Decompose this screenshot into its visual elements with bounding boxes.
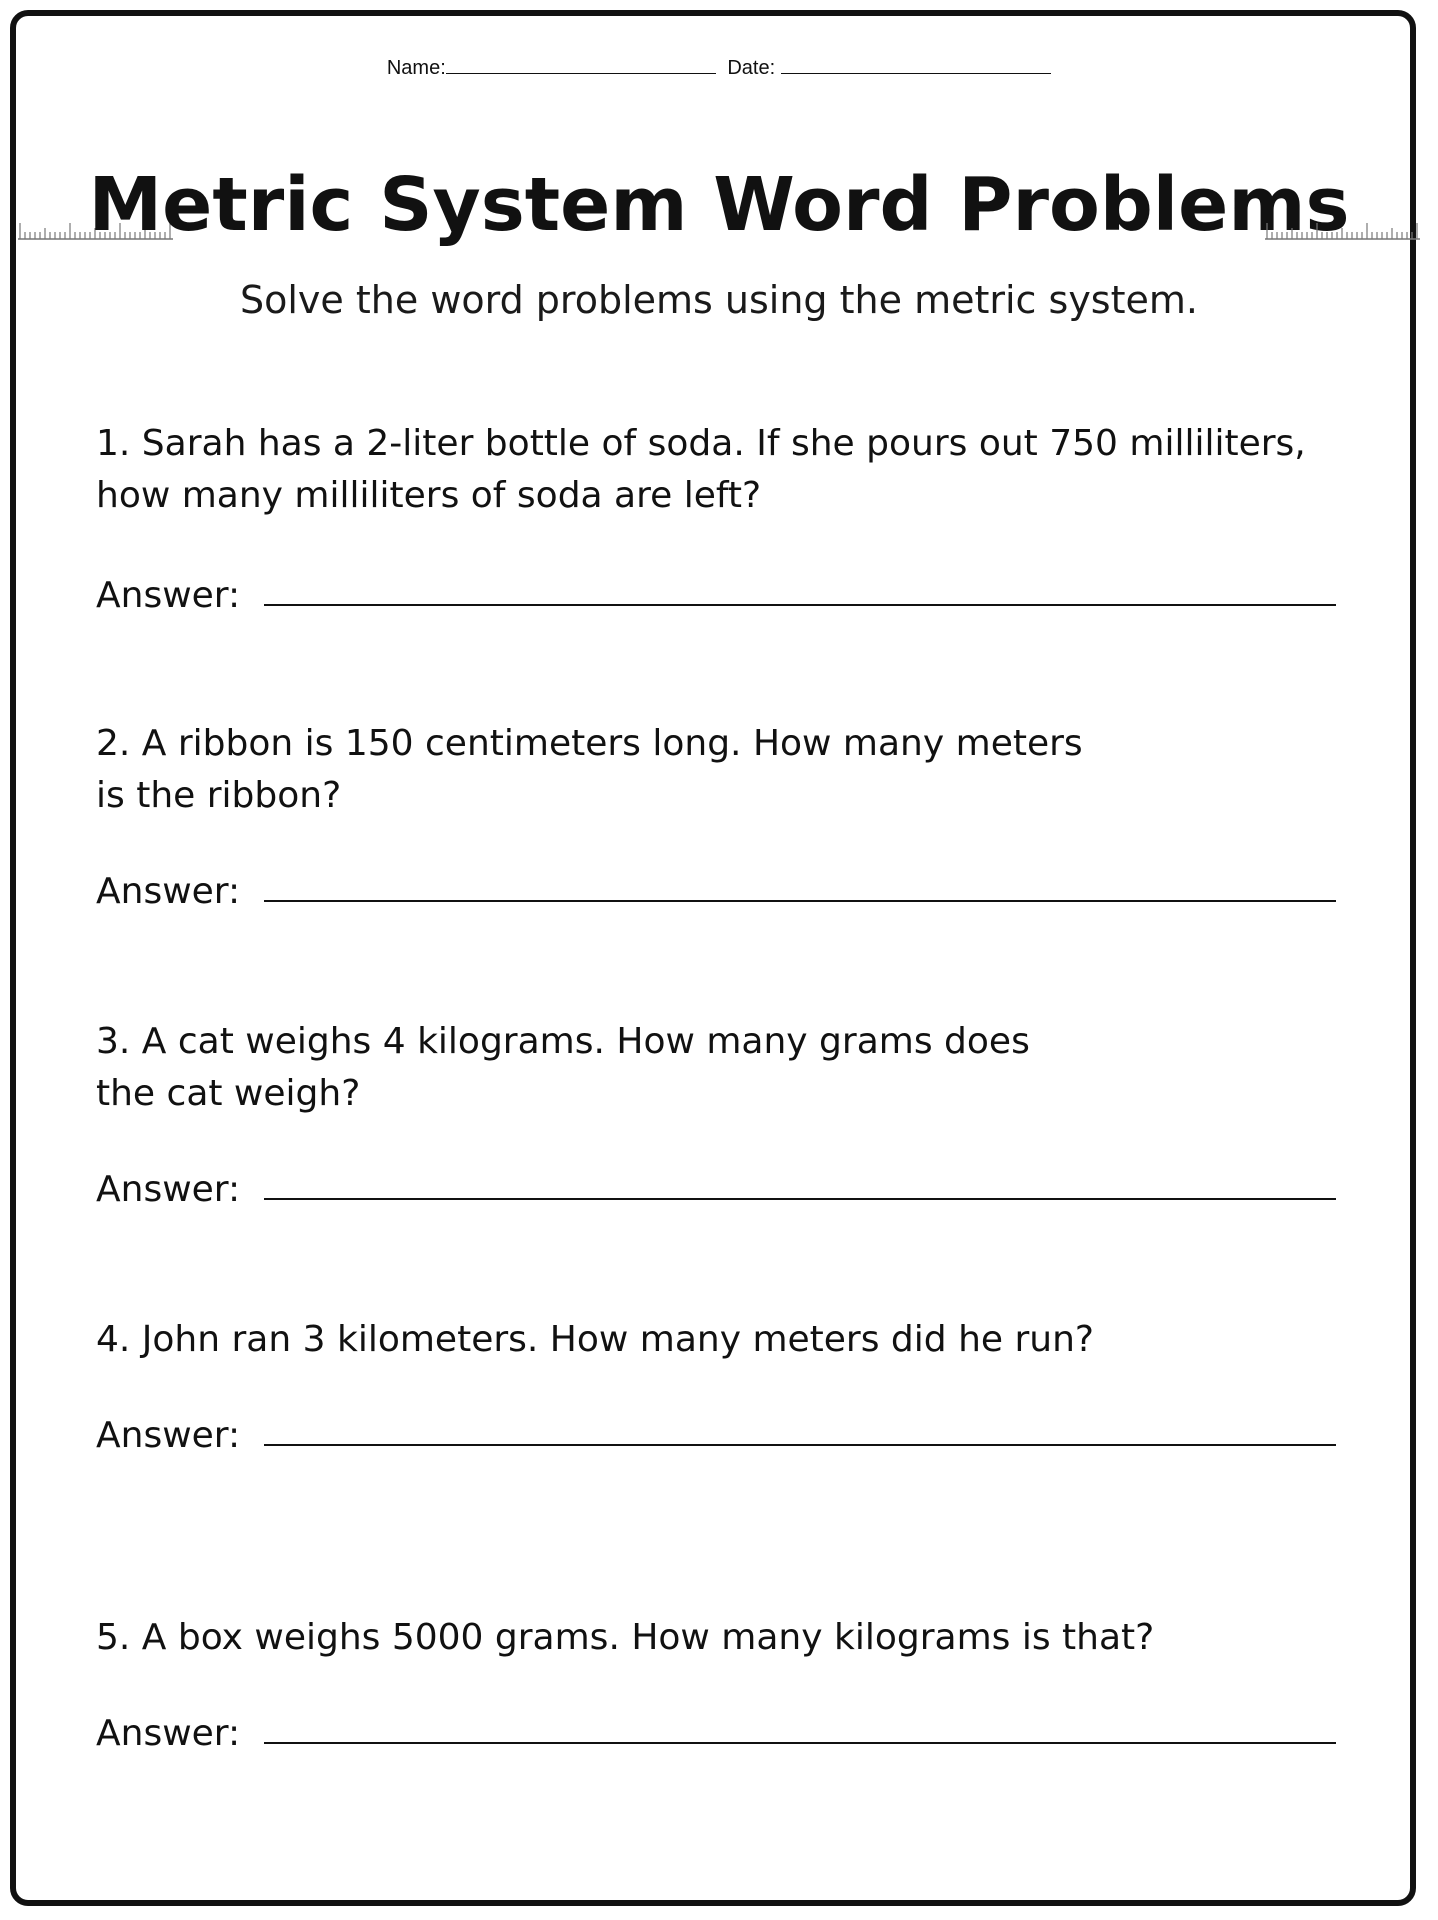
name-date-header [0, 55, 1438, 80]
answer-2-label: Answer: [96, 871, 241, 912]
question-1-line-2: how many milliliters of soda are left? [96, 475, 762, 516]
answer-2-line[interactable] [264, 900, 1336, 902]
question-2 [96, 718, 1356, 822]
answer-3[interactable] [96, 1164, 1336, 1216]
name-label: Name: [386, 57, 446, 79]
answer-3-line[interactable] [264, 1198, 1336, 1200]
question-2-line-2: is the ribbon? [96, 775, 342, 816]
question-4-line-1: 4. John ran 3 kilometers. How many meters did he run? [96, 1319, 1095, 1360]
question-2-line-1: 2. A ribbon is 150 centimeters long. How many meters [96, 723, 1083, 764]
ruler-right-icon [1265, 218, 1420, 240]
answer-5[interactable] [96, 1708, 1336, 1760]
answer-4-line[interactable] [264, 1444, 1336, 1446]
answer-4[interactable] [96, 1410, 1336, 1462]
question-3 [96, 1016, 1356, 1120]
page-title: Metric System Word Problems [88, 162, 1350, 248]
answer-1-label: Answer: [96, 575, 241, 616]
question-4 [96, 1314, 1356, 1366]
question-3-line-1: 3. A cat weighs 4 kilograms. How many grams does [96, 1021, 1030, 1062]
question-1 [96, 418, 1356, 522]
question-5-line-1: 5. A box weighs 5000 grams. How many kilograms is that? [96, 1617, 1155, 1658]
answer-3-label: Answer: [96, 1169, 241, 1210]
answer-1-line[interactable] [264, 604, 1336, 606]
question-3-line-2: the cat weigh? [96, 1073, 361, 1114]
date-field[interactable] [781, 55, 1051, 74]
answer-5-line[interactable] [264, 1742, 1336, 1744]
answer-5-label: Answer: [96, 1713, 241, 1754]
answer-4-label: Answer: [96, 1415, 241, 1456]
answer-1[interactable] [96, 570, 1336, 622]
instructions: Solve the word problems using the metric system. [240, 278, 1198, 322]
title-row [18, 160, 1420, 250]
answer-2[interactable] [96, 866, 1336, 918]
question-1-line-1: 1. Sarah has a 2-liter bottle of soda. If she pours out 750 milliliters, [96, 423, 1306, 464]
question-5 [96, 1612, 1356, 1664]
date-label: Date: [727, 57, 776, 79]
name-field[interactable] [446, 55, 716, 74]
